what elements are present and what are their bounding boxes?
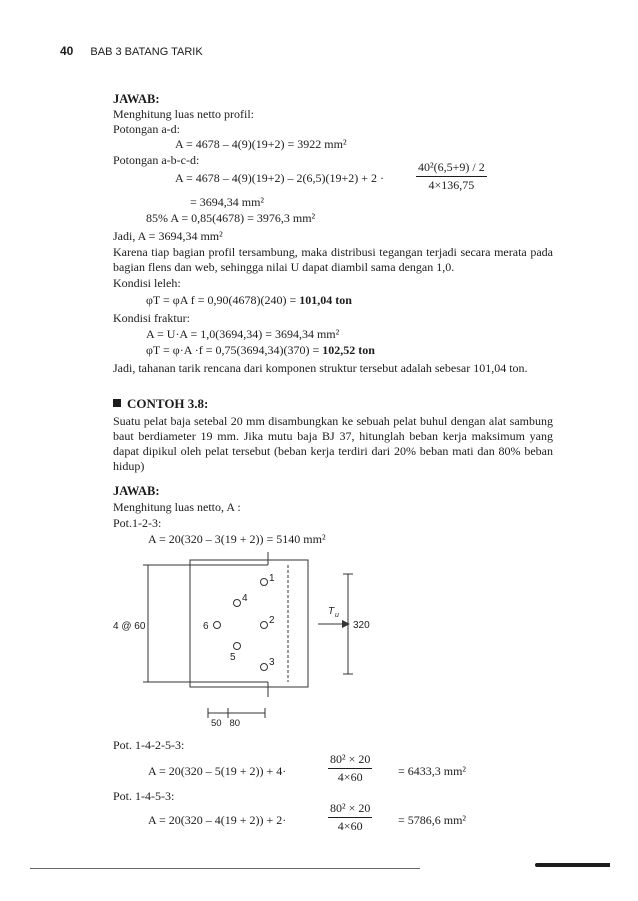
fraction-1453-numerator: 80² × 20 [328, 801, 372, 818]
pot-14253-result: = 6433,3 mm² [398, 764, 467, 778]
fraction-1453 [328, 801, 372, 834]
bottom-dim-label: 50 80 [211, 718, 241, 729]
chapter-title: BAB 3 BATANG TARIK [90, 46, 203, 58]
force-subscript: u [335, 612, 339, 619]
pot-1453-equation: A = 20(320 – 4(19 + 2)) + 2· [148, 813, 287, 827]
example-title: CONTOH 3.8: [127, 396, 209, 411]
hole-label-1: 1 [269, 573, 275, 584]
bolt-hole-6 [214, 622, 221, 629]
fracture-label: Kondisi fraktur: [113, 311, 190, 325]
hole-label-3: 3 [269, 657, 275, 668]
section-ad-label: Potongan a-d: [113, 122, 180, 136]
equation-abcd: A = 4678 – 4(9)(19+2) – 2(6,5)(19+2) + 2 · [175, 171, 385, 185]
height-label: 320 [353, 620, 370, 631]
force-label: T [328, 606, 335, 617]
net-area-intro: Menghitung luas netto profil: [113, 107, 254, 121]
fraction-abcd-numerator: 40²(6,5+9) / 2 [416, 160, 487, 177]
bolt-hole-5 [234, 643, 241, 650]
hole-label-6: 6 [203, 621, 209, 632]
answer-heading: JAWAB: [113, 92, 160, 106]
fracture-result: 102,52 ton [322, 343, 375, 357]
fracture-equation-text: φT = φ·A ·f = 0,75(3694,34)(370) = [146, 343, 320, 357]
hole-label-5: 5 [230, 652, 236, 663]
bolt-hole-3 [261, 664, 268, 671]
fracture-equation-1: A = U·A = 1,0(3694,34) = 3694,34 mm² [146, 327, 340, 341]
pot-14253-equation: A = 20(320 – 5(19 + 2)) + 4· [148, 764, 287, 778]
net-area-intro-2: Menghitung luas netto, A : [113, 500, 241, 514]
pot-123-label: Pot.1-2-3: [113, 516, 162, 530]
design-conclusion: Jadi, tahanan tarik rencana dari komponen struktur tersebut adalah sebesar 101,04 ton. [113, 361, 528, 375]
equation-85-percent: 85% A = 0,85(4678) = 3976,3 mm² [146, 211, 316, 225]
bolt-hole-1 [261, 579, 268, 586]
force-arrow-head-icon [342, 620, 350, 628]
pot-1453-label: Pot. 1-4-5-3: [113, 789, 175, 803]
answer-heading-2: JAWAB: [113, 484, 160, 498]
example-paragraph: Suatu pelat baja setebal 20 mm disambungkan ke sebuah pelat buhul dengan alat sambung baut berdiameter 19 mm. Jika mutu baja BJ 37, hitunglah beban kerja maksimum yang dapat dipikul oleh pelat tersebut (beban kerja terdiri dari 20% beban mati dan 80% beban hidup) [113, 414, 553, 473]
distribution-paragraph: Karena tiap bagian profil tersambung, maka distribusi tegangan terjadi secara merata pada bagian flens dan web, sehingga nilai U dapat diambil sama dengan 1,0. [113, 245, 553, 274]
yield-label: Kondisi leleh: [113, 276, 181, 290]
pot-1453-result: = 5786,6 mm² [398, 813, 467, 827]
fraction-14253-numerator: 80² × 20 [328, 752, 372, 769]
fraction-1453-denominator: 4×60 [337, 819, 363, 833]
pot-123-equation: A = 20(320 – 3(19 + 2)) = 5140 mm² [148, 532, 326, 546]
fraction-abcd-denominator: 4×136,75 [428, 178, 475, 192]
hole-label-2: 2 [269, 615, 275, 626]
fraction-14253 [328, 752, 372, 785]
bolt-hole-2 [261, 622, 268, 629]
section-abcd-label: Potongan a-b-c-d: [113, 153, 200, 167]
page-number: 40 [60, 44, 74, 58]
equation-ad: A = 4678 – 4(9)(19+2) = 3922 mm² [175, 137, 347, 151]
net-area-conclusion: Jadi, A = 3694,34 mm² [113, 229, 223, 243]
spacing-label: 4 @ 60 [113, 621, 146, 632]
equation-abcd-result: = 3694,34 mm² [190, 195, 265, 209]
yield-equation-text: φT = φA f = 0,90(4678)(240) = [146, 293, 297, 307]
footer-rule [30, 868, 420, 869]
pot-14253-label: Pot. 1-4-2-5-3: [113, 738, 185, 752]
yield-result: 101,04 ton [299, 293, 352, 307]
hole-label-4: 4 [242, 593, 248, 604]
footer-scan-mark [535, 863, 610, 867]
bolt-hole-4 [234, 600, 241, 607]
fraction-14253-denominator: 4×60 [337, 770, 363, 784]
